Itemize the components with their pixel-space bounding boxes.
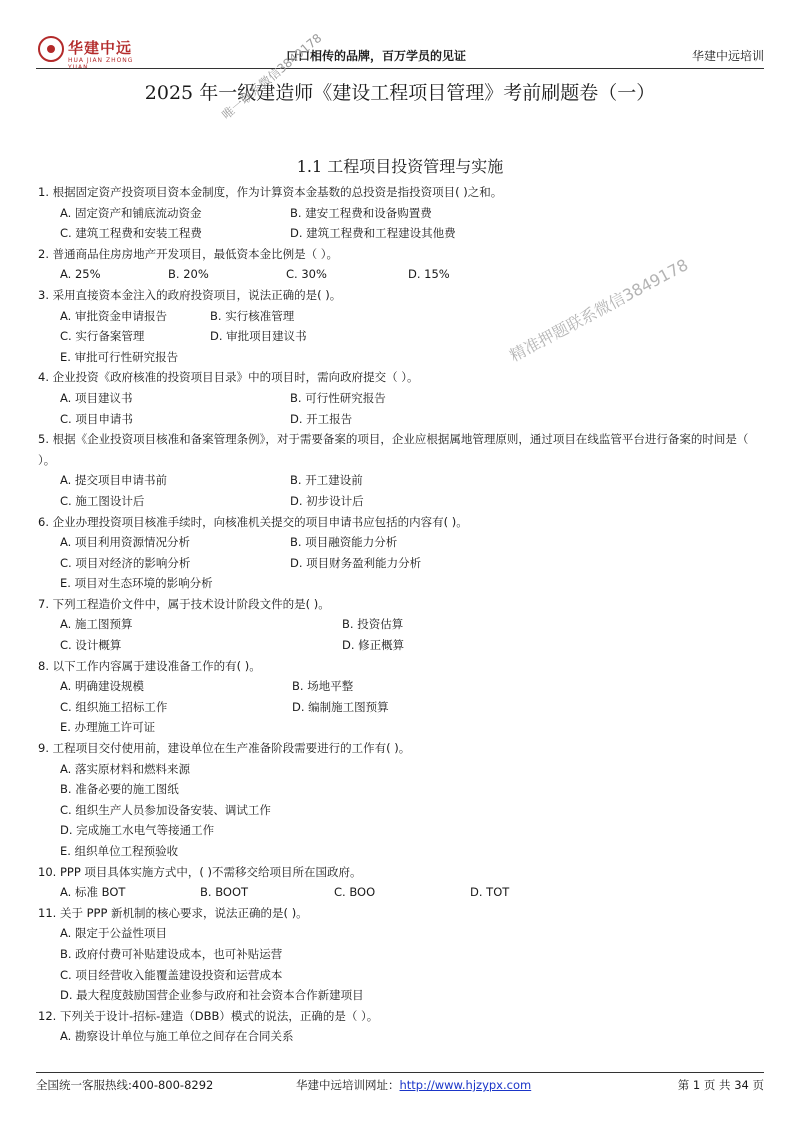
document-title: 2025 年一级建造师《建设工程项目管理》考前刷题卷（一）	[144, 82, 656, 104]
question-stem: 1. 根据固定资产投资项目资本金制度，作为计算资本金基数的总投资是指投资项目( )之和。	[38, 185, 503, 199]
footer-divider	[36, 1072, 764, 1073]
option-group	[38, 676, 768, 738]
option-e[interactable]: E. 审批可行性研究报告	[60, 349, 179, 364]
option-c[interactable]: C. 项目经营收入能覆盖建设投资和运营成本	[60, 967, 283, 982]
option-d[interactable]: D. TOT	[470, 885, 510, 900]
option-group	[38, 759, 768, 862]
question-10	[38, 862, 768, 903]
option-group	[38, 1026, 768, 1047]
option-c[interactable]: C. 项目申请书	[60, 411, 133, 426]
section-heading: 1.1 工程项目投资管理与实施	[296, 157, 504, 176]
question-stem: 8. 以下工作内容属于建设准备工作的有( )。	[38, 658, 261, 673]
option-b[interactable]: B. 可行性研究报告	[290, 390, 386, 405]
question-stem: 3. 采用直接资本金注入的政府投资项目，说法正确的是( )。	[38, 287, 342, 302]
option-b[interactable]: B. 建安工程费和设备购置费	[290, 205, 432, 220]
option-a[interactable]: A. 项目建议书	[60, 390, 133, 405]
question-stem: 9. 工程项目交付使用前，建设单位在生产准备阶段需要进行的工作有( )。	[38, 741, 411, 756]
question-stem: 7. 下列工程造价文件中，属于技术设计阶段文件的是( )。	[38, 596, 330, 611]
question-11	[38, 903, 768, 1006]
question-stem: 2. 普通商品住房房地产开发项目，最低资本金比例是（ ）。	[38, 246, 339, 261]
option-d[interactable]: D. 项目财务盈利能力分析	[290, 555, 422, 570]
option-c[interactable]: C. 建筑工程费和安装工程费	[60, 226, 202, 241]
question-6	[38, 512, 768, 594]
option-a[interactable]: A. 提交项目申请书前	[60, 473, 167, 488]
brand-logo	[38, 36, 156, 70]
question-stem: 4. 企业投资《政府核准的投资项目目录》中的项目时，需向政府提交（ ）。	[38, 370, 419, 385]
option-c[interactable]: C. BOO	[334, 885, 376, 900]
page-header	[36, 34, 764, 70]
header-brand: 华建中远培训	[691, 49, 764, 63]
question-9	[38, 738, 768, 862]
option-e[interactable]: E. 组织单位工程预验收	[60, 844, 179, 858]
option-b[interactable]: B. 实行核准管理	[210, 308, 295, 323]
option-b[interactable]: B. 场地平整	[292, 679, 354, 694]
option-a[interactable]: A. 勘察设计单位与施工单位之间存在合同关系	[60, 1029, 294, 1044]
option-group	[38, 306, 768, 368]
option-a[interactable]: A. 25%	[60, 267, 101, 282]
option-group	[38, 882, 768, 903]
option-b[interactable]: B. 20%	[168, 267, 209, 282]
option-c[interactable]: C. 项目对经济的影响分析	[60, 555, 191, 570]
option-c[interactable]: C. 组织施工招标工作	[60, 699, 168, 714]
option-b[interactable]: B. 政府付费可补贴建设成本，也可补贴运营	[60, 946, 283, 961]
option-e[interactable]: E. 办理施工许可证	[60, 720, 156, 735]
question-stem: 12. 下列关于设计-招标-建造（DBB）模式的说法，正确的是（ ）。	[38, 1008, 379, 1023]
option-a[interactable]: A. 审批资金申请报告	[60, 308, 167, 323]
option-a[interactable]: A. 明确建设规模	[60, 679, 144, 694]
footer-site-link[interactable]: http://www.hjzypx.com	[399, 1078, 532, 1092]
footer-site-label: 华建中远培训网址：	[296, 1078, 400, 1092]
option-group	[38, 614, 768, 655]
question-1	[38, 182, 768, 244]
watermark-text: 唯一联系微信3849178	[219, 30, 325, 123]
option-a[interactable]: A. 标准 BOT	[60, 885, 126, 900]
option-d[interactable]: D. 修正概算	[342, 638, 405, 653]
logo-text: 华建中远	[68, 39, 133, 57]
option-a[interactable]: A. 固定资产和铺底流动资金	[60, 205, 202, 220]
question-stem: 5. 根据《企业投资项目核准和备案管理条例》，对于需要备案的项目，企业应根据属地管理原则，通过项目在线监管平台进行备案的时间是（ ）。	[38, 432, 749, 467]
header-divider	[36, 68, 764, 69]
question-stem: 10. PPP 项目具体实施方式中，( )不需移交给项目所在国政府。	[38, 864, 362, 879]
option-b[interactable]: B. 开工建设前	[290, 473, 363, 488]
option-d[interactable]: D. 最大程度鼓励国营企业参与政府和社会资本合作新建项目	[60, 988, 364, 1003]
logo-seal-icon	[38, 36, 64, 62]
option-c[interactable]: C. 30%	[286, 267, 327, 282]
option-d[interactable]: D. 初步设计后	[290, 493, 364, 508]
option-group	[38, 203, 768, 244]
option-c[interactable]: C. 设计概算	[60, 638, 122, 653]
option-b[interactable]: B. 准备必要的施工图纸	[60, 782, 179, 797]
header-slogan: 口口相传的品牌，百万学员的见证	[286, 49, 467, 63]
footer-hotline: 全国统一客服热线:400-800-8292	[36, 1078, 214, 1092]
option-d[interactable]: D. 审批项目建议书	[210, 329, 307, 344]
question-2	[38, 244, 768, 285]
watermark-text: 精准押题联系微信3849178	[506, 255, 692, 366]
question-stem: 11. 关于 PPP 新机制的核心要求，说法正确的是( )。	[38, 905, 308, 920]
option-e[interactable]: E. 项目对生态环境的影响分析	[60, 576, 213, 591]
question-7	[38, 594, 768, 656]
question-stem: 6. 企业办理投资项目核准手续时，向核准机关提交的项目申请书应包括的内容有( )。	[38, 514, 468, 529]
question-12	[38, 1006, 768, 1047]
option-a[interactable]: A. 落实原材料和燃料来源	[60, 761, 190, 776]
option-a[interactable]: A. 限定于公益性项目	[60, 926, 167, 941]
option-d[interactable]: D. 15%	[408, 267, 450, 282]
question-list	[38, 182, 768, 1047]
option-c[interactable]: C. 组织生产人员参加设备安装、调试工作	[60, 802, 271, 817]
logo-subtext: HUA JIAN ZHONG YUAN	[68, 57, 134, 71]
option-d[interactable]: D. 建筑工程费和工程建设其他费	[290, 226, 456, 241]
option-b[interactable]: B. BOOT	[200, 885, 249, 900]
option-group	[38, 532, 768, 594]
option-a[interactable]: A. 项目利用资源情况分析	[60, 535, 190, 550]
option-d[interactable]: D. 开工报告	[290, 411, 353, 426]
page-footer	[36, 1072, 764, 1096]
option-group	[38, 264, 768, 285]
footer-page-number: 第 1 页 共 34 页	[677, 1078, 764, 1092]
option-group	[38, 388, 768, 429]
option-group	[38, 923, 768, 1005]
option-c[interactable]: C. 施工图设计后	[60, 493, 145, 508]
footer-website	[296, 1077, 531, 1093]
option-c[interactable]: C. 实行备案管理	[60, 329, 145, 344]
option-d[interactable]: D. 完成施工水电气等接通工作	[60, 823, 215, 838]
question-3	[38, 285, 768, 367]
option-b[interactable]: B. 项目融资能力分析	[290, 535, 398, 550]
question-4	[38, 367, 768, 429]
option-d[interactable]: D. 编制施工图预算	[292, 699, 389, 714]
question-8	[38, 656, 768, 738]
option-b[interactable]: B. 投资估算	[342, 617, 404, 632]
question-5	[38, 429, 768, 511]
option-group	[38, 470, 768, 511]
option-a[interactable]: A. 施工图预算	[60, 617, 133, 632]
